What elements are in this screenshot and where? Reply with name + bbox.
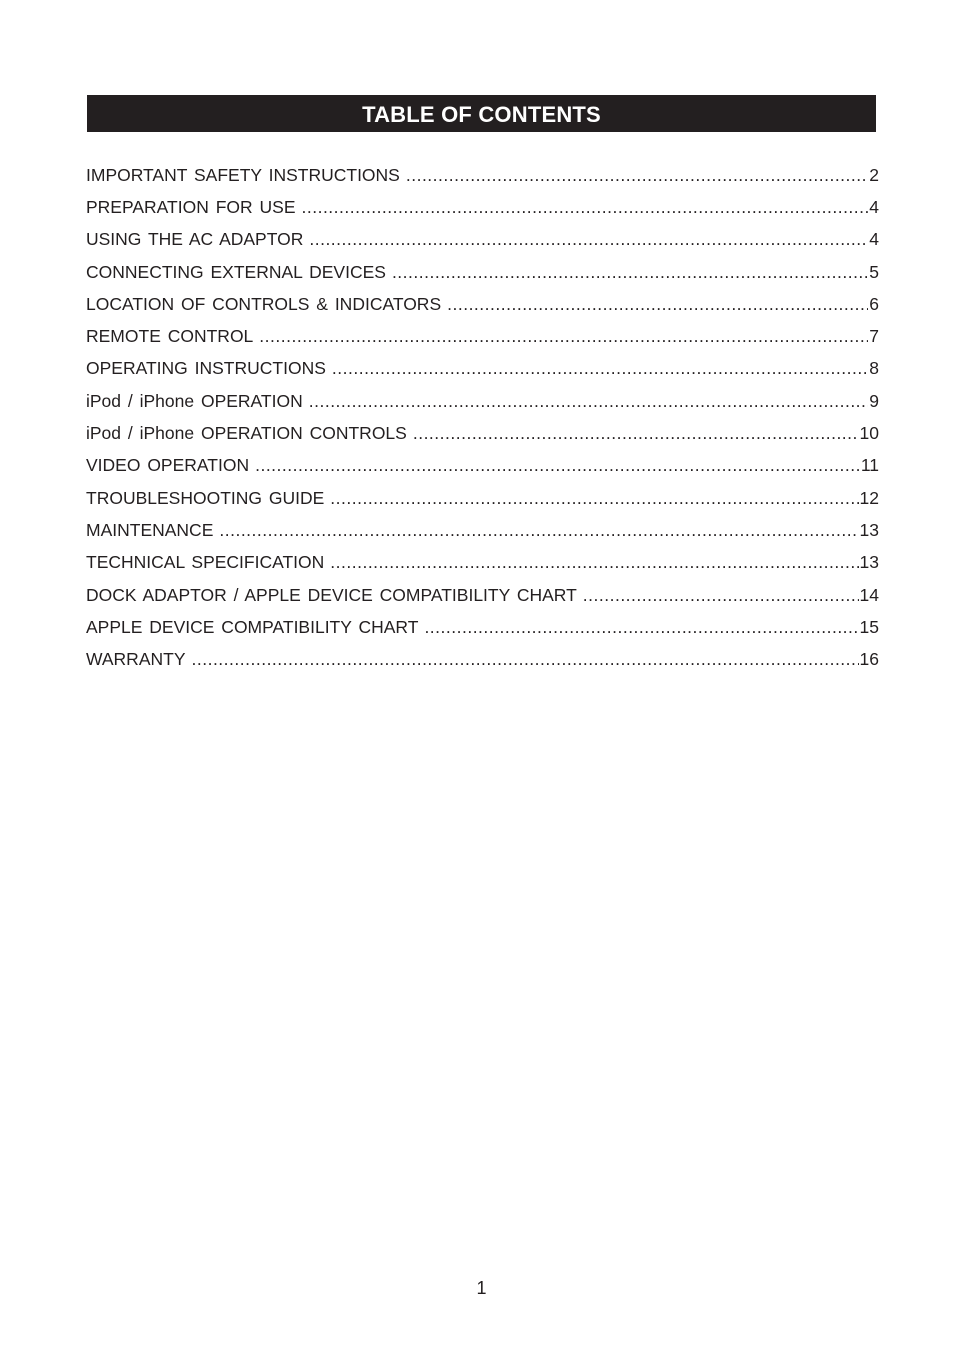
toc-entry-label: iPod / iPhone OPERATION bbox=[86, 390, 303, 411]
toc-entry-label: MAINTENANCE bbox=[86, 519, 214, 540]
toc-entry-label: iPod / iPhone OPERATION CONTROLS bbox=[86, 423, 407, 444]
dot-leader bbox=[424, 617, 858, 638]
toc-entry-label: TROUBLESHOOTING GUIDE bbox=[86, 487, 325, 508]
table-of-contents bbox=[86, 159, 879, 676]
toc-entry-label: APPLE DEVICE COMPATIBILITY CHART bbox=[86, 616, 419, 637]
toc-entry-page: 5 bbox=[869, 261, 879, 282]
dot-leader bbox=[392, 262, 868, 283]
dot-leader bbox=[330, 552, 858, 573]
toc-entry-page: 16 bbox=[859, 649, 879, 670]
toc-entry-page: 14 bbox=[859, 584, 879, 605]
toc-entry-label: TECHNICAL SPECIFICATION bbox=[86, 552, 325, 573]
toc-entry-label: IMPORTANT SAFETY INSTRUCTIONS bbox=[86, 164, 400, 185]
toc-entry[interactable] bbox=[86, 611, 879, 643]
dot-leader bbox=[332, 358, 868, 379]
toc-entry[interactable] bbox=[86, 385, 879, 417]
toc-entry[interactable] bbox=[86, 514, 879, 546]
toc-entry[interactable] bbox=[86, 353, 879, 385]
dot-leader bbox=[447, 294, 868, 315]
dot-leader bbox=[583, 585, 859, 606]
dot-leader bbox=[255, 455, 860, 476]
toc-entry-label: REMOTE CONTROL bbox=[86, 326, 254, 347]
toc-entry-label: PREPARATION FOR USE bbox=[86, 196, 296, 217]
toc-entry[interactable] bbox=[86, 450, 879, 482]
dot-leader bbox=[413, 423, 859, 444]
toc-entry[interactable] bbox=[86, 224, 879, 256]
toc-entry-page: 8 bbox=[869, 358, 879, 379]
toc-entry-page: 13 bbox=[859, 519, 879, 540]
toc-entry-page: 6 bbox=[869, 293, 879, 314]
toc-entry-page: 4 bbox=[869, 229, 879, 250]
dot-leader bbox=[219, 520, 858, 541]
toc-entry[interactable] bbox=[86, 547, 879, 579]
toc-entry-page: 11 bbox=[860, 455, 879, 476]
toc-entry-page: 4 bbox=[869, 196, 879, 217]
page-number: 1 bbox=[476, 1278, 487, 1298]
toc-entry[interactable] bbox=[86, 643, 879, 675]
toc-entry-page: 7 bbox=[869, 326, 879, 347]
page-title: TABLE OF CONTENTS bbox=[362, 101, 601, 127]
toc-entry-page: 10 bbox=[859, 423, 879, 444]
toc-entry-page: 12 bbox=[859, 487, 879, 508]
dot-leader bbox=[309, 229, 868, 250]
toc-entry-label: LOCATION OF CONTROLS & INDICATORS bbox=[86, 293, 442, 314]
toc-entry-label: OPERATING INSTRUCTIONS bbox=[86, 358, 326, 379]
toc-entry[interactable] bbox=[86, 288, 879, 320]
toc-entry[interactable] bbox=[86, 159, 879, 191]
toc-entry[interactable] bbox=[86, 579, 879, 611]
title-bar bbox=[87, 95, 876, 132]
dot-leader bbox=[192, 649, 859, 670]
toc-entry[interactable] bbox=[86, 191, 879, 223]
dot-leader bbox=[302, 197, 869, 218]
toc-entry-label: CONNECTING EXTERNAL DEVICES bbox=[86, 261, 386, 282]
toc-entry-page: 15 bbox=[859, 616, 879, 637]
toc-entry[interactable] bbox=[86, 256, 879, 288]
toc-entry-page: 9 bbox=[869, 390, 879, 411]
toc-entry-label: DOCK ADAPTOR / APPLE DEVICE COMPATIBILITY CHART bbox=[86, 584, 577, 605]
toc-entry-label: WARRANTY bbox=[86, 649, 186, 670]
dot-leader bbox=[330, 488, 858, 509]
toc-entry[interactable] bbox=[86, 417, 879, 449]
toc-entry-label: USING THE AC ADAPTOR bbox=[86, 229, 304, 250]
dot-leader bbox=[309, 391, 869, 412]
toc-entry[interactable] bbox=[86, 482, 879, 514]
toc-entry[interactable] bbox=[86, 320, 879, 352]
dot-leader bbox=[259, 326, 868, 347]
toc-entry-label: VIDEO OPERATION bbox=[86, 455, 250, 476]
toc-entry-page: 13 bbox=[859, 552, 879, 573]
dot-leader bbox=[406, 165, 868, 186]
toc-entry-page: 2 bbox=[869, 164, 879, 185]
